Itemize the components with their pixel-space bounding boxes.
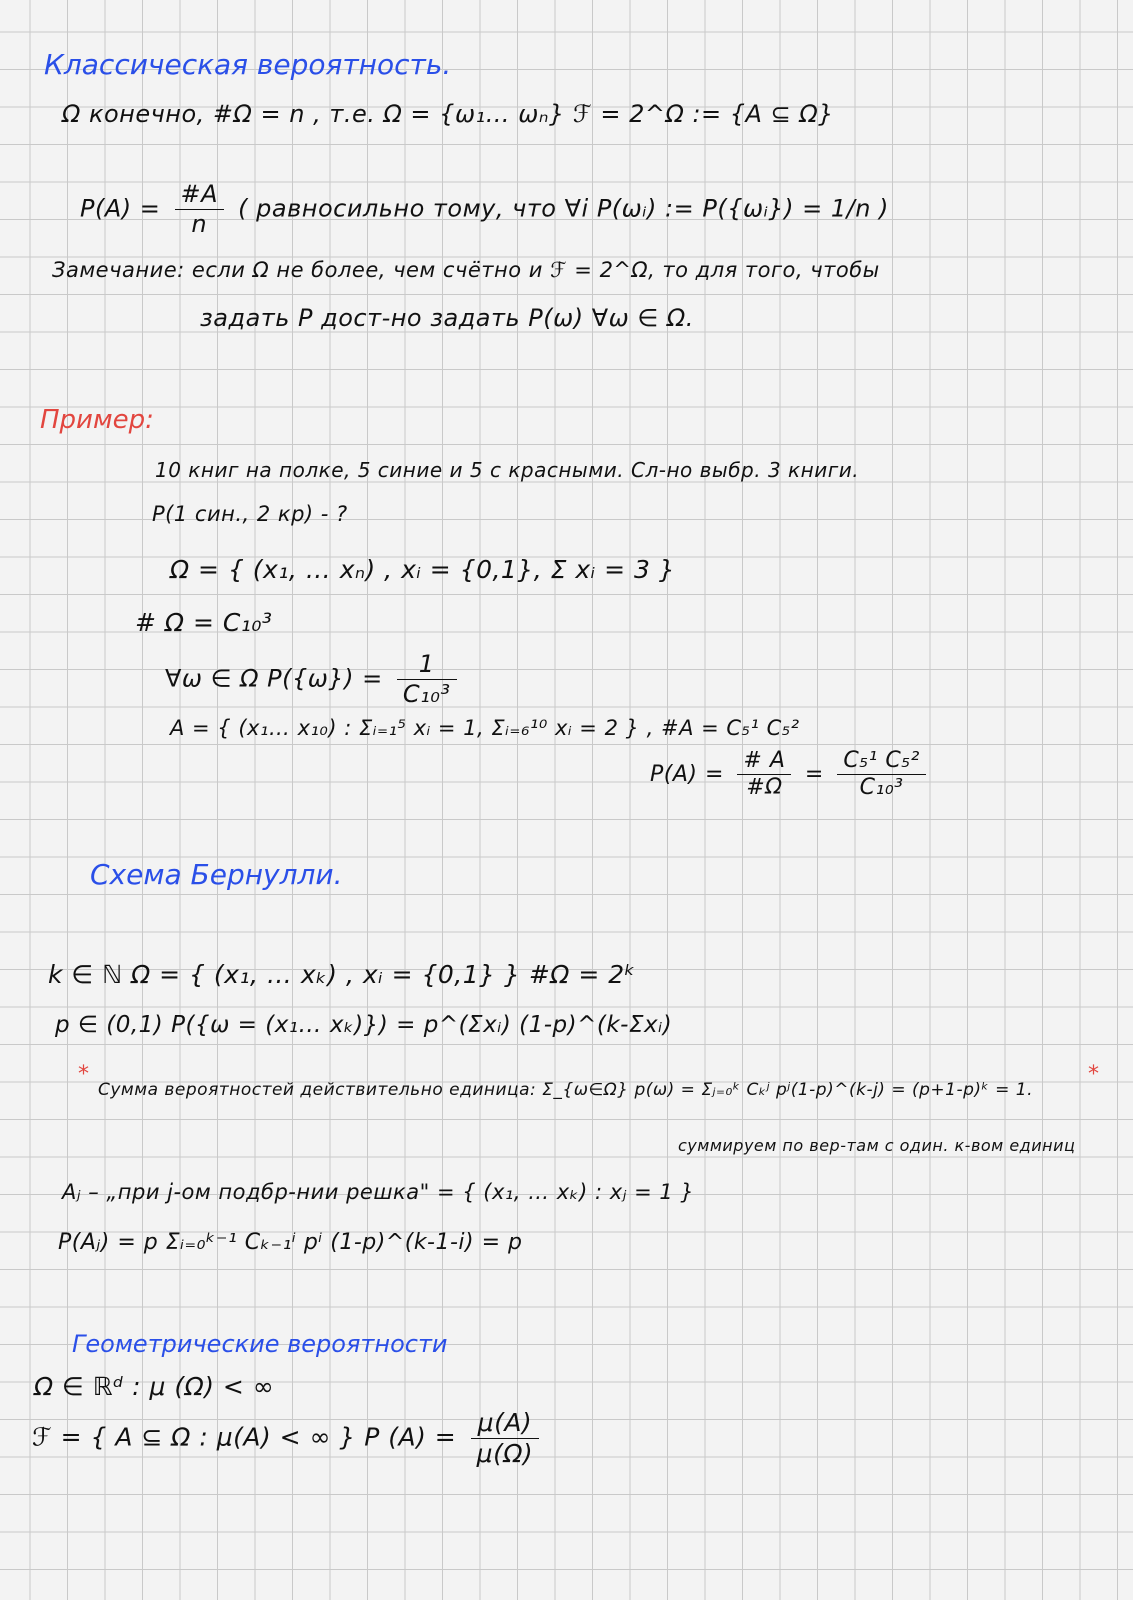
example-question: P(1 син., 2 кр) - ?	[152, 502, 348, 526]
pa-lhs: P(A) =	[650, 761, 724, 787]
geometric-line-2	[32, 1408, 545, 1469]
prob-den: C₁₀³	[402, 679, 451, 708]
geometric-den: μ(Ω)	[476, 1439, 534, 1468]
geometric-num: μ(A)	[471, 1408, 540, 1439]
classical-formula	[80, 180, 889, 239]
pa-den: #Ω	[746, 775, 783, 801]
pa-den-2: C₁₀³	[859, 775, 904, 801]
remark-line-2: задать P дост-но задать P(ω) ∀ω ∈ Ω.	[200, 304, 694, 332]
formula-den: n	[191, 209, 208, 238]
heading-classical: Классическая вероятность.	[44, 48, 452, 81]
example-omega: Ω = { (x₁, … xₙ) , xᵢ = {0,1}, Σ xᵢ = 3 }	[170, 555, 676, 584]
formula-rest: ( равносильно тому, что ∀i P(ωᵢ) := P({ωᵢ}) = 1/n )	[238, 194, 889, 223]
example-prob	[165, 650, 463, 709]
star-left: *	[78, 1062, 89, 1087]
classical-line-omega: Ω конечно, #Ω = n , т.е. Ω = {ω₁… ωₙ} ℱ = 2^Ω := {A ⊆ Ω}	[62, 100, 834, 128]
bernoulli-aj-prob: P(Aⱼ) = p Σᵢ₌₀ᵏ⁻¹ Cₖ₋₁ⁱ pⁱ (1-p)^(k-1-i) = p	[58, 1230, 523, 1255]
geometric-fraction	[471, 1408, 540, 1469]
bernoulli-sum-note: Сумма вероятностей действительно единица: Σ_{ω∈Ω} p(ω) = Σⱼ₌₀ᵏ Cₖʲ pʲ(1-p)^(k-j) = (p+1-p)ᵏ = 1.	[98, 1080, 1034, 1100]
example-cardinality: # Ω = C₁₀³	[135, 608, 273, 637]
remark-line-1: Замечание: если Ω не более, чем счётно и ℱ = 2^Ω, то для того, чтобы	[52, 258, 880, 282]
bernoulli-aj-def: Aⱼ – „при j-ом подбр-нии решка" = { (x₁, … xₖ) : xⱼ = 1 }	[62, 1180, 695, 1204]
pa-num: # A	[737, 748, 791, 775]
bernoulli-omega: k ∈ ℕ Ω = { (x₁, … xₖ) , xᵢ = {0,1} } #Ω = 2ᵏ	[48, 960, 636, 989]
heading-example: Пример:	[40, 405, 154, 435]
geometric-line-1: Ω ∈ ℝᵈ : μ (Ω) < ∞	[34, 1372, 275, 1401]
prob-num: 1	[397, 650, 457, 680]
star-right: *	[1088, 1062, 1099, 1087]
example-event: A = { (x₁… x₁₀) : Σᵢ₌₁⁵ xᵢ = 1, Σᵢ₌₆¹⁰ xᵢ = 2 } , #A = C₅¹ C₅²	[170, 716, 800, 740]
bernoulli-sum-comment: суммируем по вер-там с один. к-вом единиц	[678, 1136, 1076, 1155]
pa-fraction-2	[837, 748, 926, 802]
heading-geometric: Геометрические вероятности	[72, 1330, 448, 1358]
formula-num: #A	[175, 180, 225, 210]
prob-lhs: ∀ω ∈ Ω P({ω}) =	[165, 664, 383, 693]
formula-lhs: P(A) =	[80, 194, 161, 223]
pa-equals: =	[804, 761, 824, 787]
example-pa	[650, 748, 932, 802]
bernoulli-prob: p ∈ (0,1) P({ω = (x₁… xₖ)}) = p^(Σxᵢ) (1-p)^(k-Σxᵢ)	[55, 1012, 673, 1038]
pa-fraction-1	[737, 748, 791, 802]
pa-num-2: C₅¹ C₅²	[837, 748, 926, 775]
example-text: 10 книг на полке, 5 синие и 5 с красными. Сл-но выбр. 3 книги.	[155, 458, 860, 482]
formula-fraction	[175, 180, 225, 239]
prob-fraction	[397, 650, 457, 709]
heading-bernoulli: Схема Бернулли.	[90, 858, 343, 891]
geometric-line-2-text: ℱ = { A ⊆ Ω : μ(A) < ∞ } P (A) =	[32, 1422, 457, 1452]
